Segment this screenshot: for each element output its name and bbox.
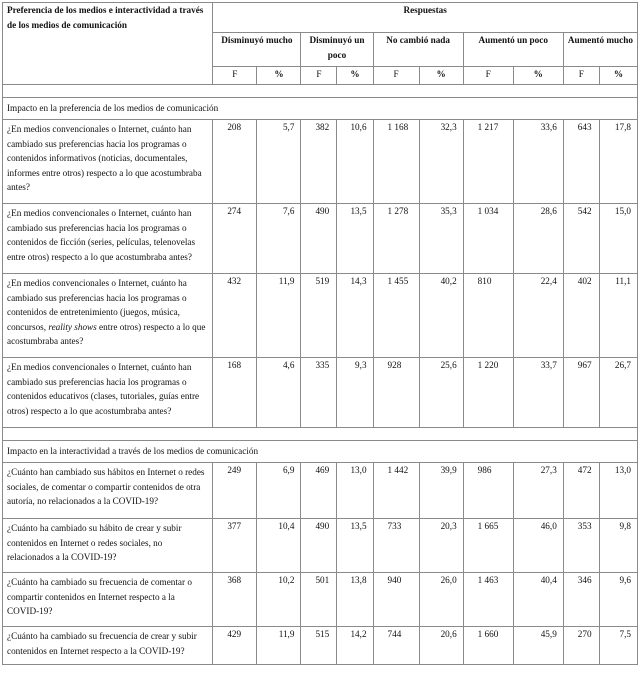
- question-text: ¿En medios convencionales o Internet, cuánto ha cambiado sus preferencias hacia los programas o contenidos de entretenimiento (juegos, música, concursos,: [7, 278, 187, 332]
- value-cell: 1 660: [463, 627, 513, 665]
- value-cell: 5,7: [257, 120, 301, 204]
- value-cell: 4,6: [257, 358, 301, 428]
- value-cell: 490: [301, 519, 337, 573]
- value-cell: 1 168: [373, 120, 419, 204]
- value-cell: 270: [563, 627, 599, 665]
- value-cell: 10,6: [337, 120, 373, 204]
- section-title: Impacto en la preferencia de los medios de comunicación: [3, 98, 638, 120]
- value-cell: 27,3: [513, 463, 563, 519]
- question-cell: ¿Cuánto ha cambiado su hábito de crear y subir contenidos en Internet o redes sociales, no relacionados a la COVID-19?: [3, 519, 213, 573]
- value-cell: 20,3: [419, 519, 463, 573]
- pct-header: %: [513, 67, 563, 85]
- value-cell: 13,8: [337, 573, 373, 627]
- table-row: [3, 627, 638, 665]
- value-cell: 377: [213, 519, 257, 573]
- f-header: F: [213, 67, 257, 85]
- results-table: [2, 2, 638, 665]
- group-header: Disminuyó mucho: [213, 33, 301, 67]
- value-cell: 274: [213, 204, 257, 274]
- value-cell: 733: [373, 519, 419, 573]
- value-cell: 9,8: [599, 519, 637, 573]
- value-cell: 45,9: [513, 627, 563, 665]
- spacer-row: [3, 428, 638, 441]
- value-cell: 13,5: [337, 204, 373, 274]
- value-cell: 432: [213, 274, 257, 358]
- value-cell: 1 442: [373, 463, 419, 519]
- f-header: F: [563, 67, 599, 85]
- value-cell: 429: [213, 627, 257, 665]
- value-cell: 472: [563, 463, 599, 519]
- question-text-italic: reality shows: [48, 321, 97, 332]
- value-cell: 490: [301, 204, 337, 274]
- table-row: [3, 463, 638, 519]
- value-cell: 469: [301, 463, 337, 519]
- value-cell: 744: [373, 627, 419, 665]
- respuestas-header: Respuestas: [213, 3, 638, 33]
- value-cell: 33,6: [513, 120, 563, 204]
- value-cell: 32,3: [419, 120, 463, 204]
- f-header: F: [301, 67, 337, 85]
- value-cell: 1 220: [463, 358, 513, 428]
- value-cell: 168: [213, 358, 257, 428]
- value-cell: 810: [463, 274, 513, 358]
- value-cell: 519: [301, 274, 337, 358]
- question-cell: ¿Cuánto han cambiado sus hábitos en Internet o redes sociales, de comentar o compartir contenidos de otra autoría, no relacionados a la COVID-19?: [3, 463, 213, 519]
- value-cell: 7,6: [257, 204, 301, 274]
- value-cell: 501: [301, 573, 337, 627]
- question-cell: ¿En medios convencionales o Internet, cuánto han cambiado sus preferencias hacia los programas o contenidos educativos (clases, tutoriales, guías entre otros) respecto a lo que acostumbraba antes?: [3, 358, 213, 428]
- value-cell: 13,0: [599, 463, 637, 519]
- value-cell: 22,4: [513, 274, 563, 358]
- table-row: [3, 204, 638, 274]
- value-cell: 11,9: [257, 627, 301, 665]
- value-cell: 26,0: [419, 573, 463, 627]
- table-row: [3, 519, 638, 573]
- value-cell: 7,5: [599, 627, 637, 665]
- value-cell: 28,6: [513, 204, 563, 274]
- value-cell: 542: [563, 204, 599, 274]
- value-cell: 368: [213, 573, 257, 627]
- value-cell: 40,2: [419, 274, 463, 358]
- value-cell: 940: [373, 573, 419, 627]
- question-cell: ¿En medios convencionales o Internet, cuánto han cambiado sus preferencias hacia los programas o contenidos de ficción (series, películas, telenovelas entre otros) respecto a lo que acostumbraba antes?: [3, 204, 213, 274]
- value-cell: 14,3: [337, 274, 373, 358]
- value-cell: 402: [563, 274, 599, 358]
- question-cell: ¿Cuánto ha cambiado su frecuencia de comentar o compartir contenidos en Internet respecto a la COVID-19?: [3, 573, 213, 627]
- f-header: F: [373, 67, 419, 85]
- value-cell: 1 665: [463, 519, 513, 573]
- value-cell: 26,7: [599, 358, 637, 428]
- f-header: F: [463, 67, 513, 85]
- section-title: Impacto en la interactividad a través de los medios de comunicación: [3, 441, 638, 463]
- value-cell: 1 217: [463, 120, 513, 204]
- value-cell: 6,9: [257, 463, 301, 519]
- question-cell: [3, 274, 213, 358]
- value-cell: 39,9: [419, 463, 463, 519]
- value-cell: 9,6: [599, 573, 637, 627]
- value-cell: 40,4: [513, 573, 563, 627]
- value-cell: 33,7: [513, 358, 563, 428]
- value-cell: 1 455: [373, 274, 419, 358]
- table-row: [3, 274, 638, 358]
- value-cell: 1 278: [373, 204, 419, 274]
- group-header: Aumentó un poco: [463, 33, 563, 67]
- left-header: Preferencia de los medios e interactividad a través de los medios de comunicación: [3, 3, 213, 85]
- value-cell: 967: [563, 358, 599, 428]
- pct-header: %: [257, 67, 301, 85]
- value-cell: 515: [301, 627, 337, 665]
- value-cell: 15,0: [599, 204, 637, 274]
- value-cell: 14,2: [337, 627, 373, 665]
- table-row: [3, 573, 638, 627]
- value-cell: 17,8: [599, 120, 637, 204]
- value-cell: 13,5: [337, 519, 373, 573]
- value-cell: 1 463: [463, 573, 513, 627]
- question-text: entre otros) respecto a lo que acostumbraba antes?: [7, 321, 206, 346]
- value-cell: 10,2: [257, 573, 301, 627]
- table-row: [3, 358, 638, 428]
- value-cell: 10,4: [257, 519, 301, 573]
- value-cell: 46,0: [513, 519, 563, 573]
- question-cell: ¿En medios convencionales o Internet, cuánto han cambiado sus preferencias hacia los programas o contenidos informativos (noticias, documentales, informes entre otros) respecto a lo que acostumbraba antes?: [3, 120, 213, 204]
- table-row: [3, 120, 638, 204]
- value-cell: 9,3: [337, 358, 373, 428]
- question-cell: ¿Cuánto ha cambiado su frecuencia de crear y subir contenidos en Internet respecto a la COVID-19?: [3, 627, 213, 665]
- group-header: Aumentó mucho: [563, 33, 637, 67]
- value-cell: 353: [563, 519, 599, 573]
- pct-header: %: [337, 67, 373, 85]
- value-cell: 20,6: [419, 627, 463, 665]
- group-header: No cambió nada: [373, 33, 463, 67]
- value-cell: 928: [373, 358, 419, 428]
- value-cell: 346: [563, 573, 599, 627]
- pct-header: %: [419, 67, 463, 85]
- spacer-row: [3, 85, 638, 98]
- value-cell: 382: [301, 120, 337, 204]
- value-cell: 335: [301, 358, 337, 428]
- value-cell: 35,3: [419, 204, 463, 274]
- value-cell: 11,9: [257, 274, 301, 358]
- value-cell: 208: [213, 120, 257, 204]
- group-header: Disminuyó un poco: [301, 33, 373, 67]
- value-cell: 13,0: [337, 463, 373, 519]
- value-cell: 11,1: [599, 274, 637, 358]
- value-cell: 986: [463, 463, 513, 519]
- value-cell: 249: [213, 463, 257, 519]
- value-cell: 1 034: [463, 204, 513, 274]
- value-cell: 643: [563, 120, 599, 204]
- value-cell: 25,6: [419, 358, 463, 428]
- pct-header: %: [599, 67, 637, 85]
